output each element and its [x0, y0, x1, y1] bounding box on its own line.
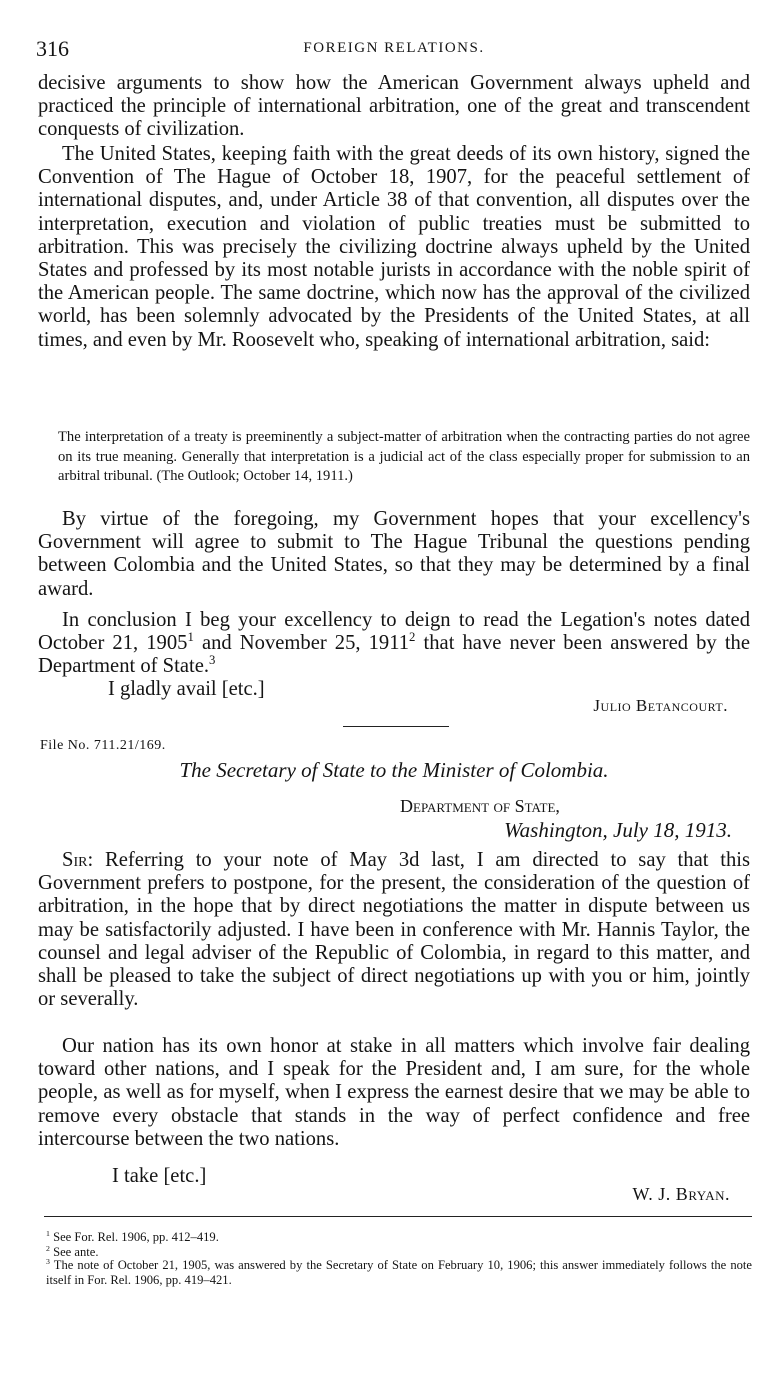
- running-title: FOREIGN RELATIONS.: [303, 40, 485, 56]
- paragraph-referring: [38, 849, 750, 1011]
- dateline: Washington, July 18, 1913.: [504, 818, 732, 842]
- conclusion-text-b: and November 25, 1911: [193, 632, 410, 655]
- department-line: Department of State,: [400, 796, 560, 816]
- footnote-rule: [44, 1216, 752, 1217]
- closing-bryan: I take [etc.]: [112, 1165, 207, 1187]
- paragraph-virtue: By virtue of the foregoing, my Government hopes that your excellency's Government will agree to submit to The Hague Tribunal the questions pending between Colombia and the United States, so that they may be determined by a final award.: [38, 508, 750, 600]
- footnote-1: [46, 1230, 752, 1245]
- footnote-mark: 2: [46, 1243, 50, 1253]
- footnote-mark: 1: [46, 1228, 50, 1238]
- section-divider: [343, 726, 449, 727]
- paragraph-hague-convention: The United States, keeping faith with the great deeds of its own history, signed the Convention of The Hague of October 18, 1907, for the peaceful settlement of international disputes, and, under Article 38 of that convention, all disputes over the interpretation, execution and violation of public treaties must be submitted to arbitration. This was precisely the civilizing doctrine always upheld by the United States and professed by its most notable jurists in accordance with the noble spirit of the American people. The same doctrine, which now has the approval of the civilized world, has been solemnly advocated by the Presidents of the United States, at all times, and even by Mr. Roosevelt who, speaking of international arbitration, said:: [38, 143, 750, 351]
- salutation: Sir:: [62, 849, 94, 871]
- paragraph-continuation: decisive arguments to show how the American Government always upheld and practiced the principle of international arbitration, one of the great and transcendent conquests of civilization.: [38, 72, 750, 141]
- page-header: [36, 36, 752, 66]
- file-number: File No. 711.21/169.: [40, 738, 166, 753]
- signature-bryan: W. J. Bryan.: [632, 1184, 730, 1204]
- paragraph-conclusion: [38, 609, 750, 679]
- footnote-3: [46, 1258, 752, 1287]
- signature-betancourt: Julio Betancourt.: [593, 696, 728, 715]
- footnote-text: The note of October 21, 1905, was answered by the Secretary of State on February 10, 1906; this answer immediately follows the note itself in For. Rel. 1906, pp. 419–421.: [46, 1258, 753, 1287]
- block-quote-roosevelt: The interpretation of a treaty is preeminently a subject-matter of arbitration when the contracting parties do not agree on its true meaning. Generally that interpretation is a judicial act of the class especially proper for submission to an arbitral tribunal. (The Outlook; October 14, 1911.): [58, 429, 750, 484]
- footnote-mark: 3: [46, 1256, 50, 1266]
- footnote-ref-3: 3: [209, 653, 216, 668]
- paragraph-referring-text: Referring to your note of May 3d last, I am directed to say that this Government prefers to postpone, for the present, the consideration of the question of arbitration, in the hope that by direct negotiations the matter in dispute between us may be satisfactorily adjusted. I have been in conference with Mr. Hannis Taylor, the counsel and legal adviser of the Republic of Colombia, in regard to this matter, and shall be pleased to take the subject of direct negotiations up with you or him, jointly or severally.: [38, 849, 750, 1011]
- footnote-text: See ante.: [53, 1245, 99, 1259]
- footnote-ref-2: 2: [409, 630, 416, 645]
- conclusion-text-a: In conclusion I beg your excellency to deign to read the Legation's notes dated October 21, 1905: [38, 609, 750, 655]
- closing-betancourt: I gladly avail [etc.]: [108, 678, 265, 700]
- paragraph-honor: Our nation has its own honor at stake in all matters which involve fair dealing toward other nations, and I speak for the President and, I am sure, for the whole people, as well as for myself, when I express the earnest desire that we may be able to remove every obstacle that stands in the way of perfect confidence and free intercourse between the two nations.: [38, 1035, 750, 1150]
- footnote-text: See For. Rel. 1906, pp. 412–419.: [53, 1230, 219, 1244]
- footnote-ref-1: 1: [187, 630, 194, 645]
- conclusion-text-c: that have never been answered by the Department of State.: [38, 632, 750, 678]
- page-number: 316: [36, 36, 69, 61]
- letter-heading: The Secretary of State to the Minister of Colombia.: [179, 758, 609, 782]
